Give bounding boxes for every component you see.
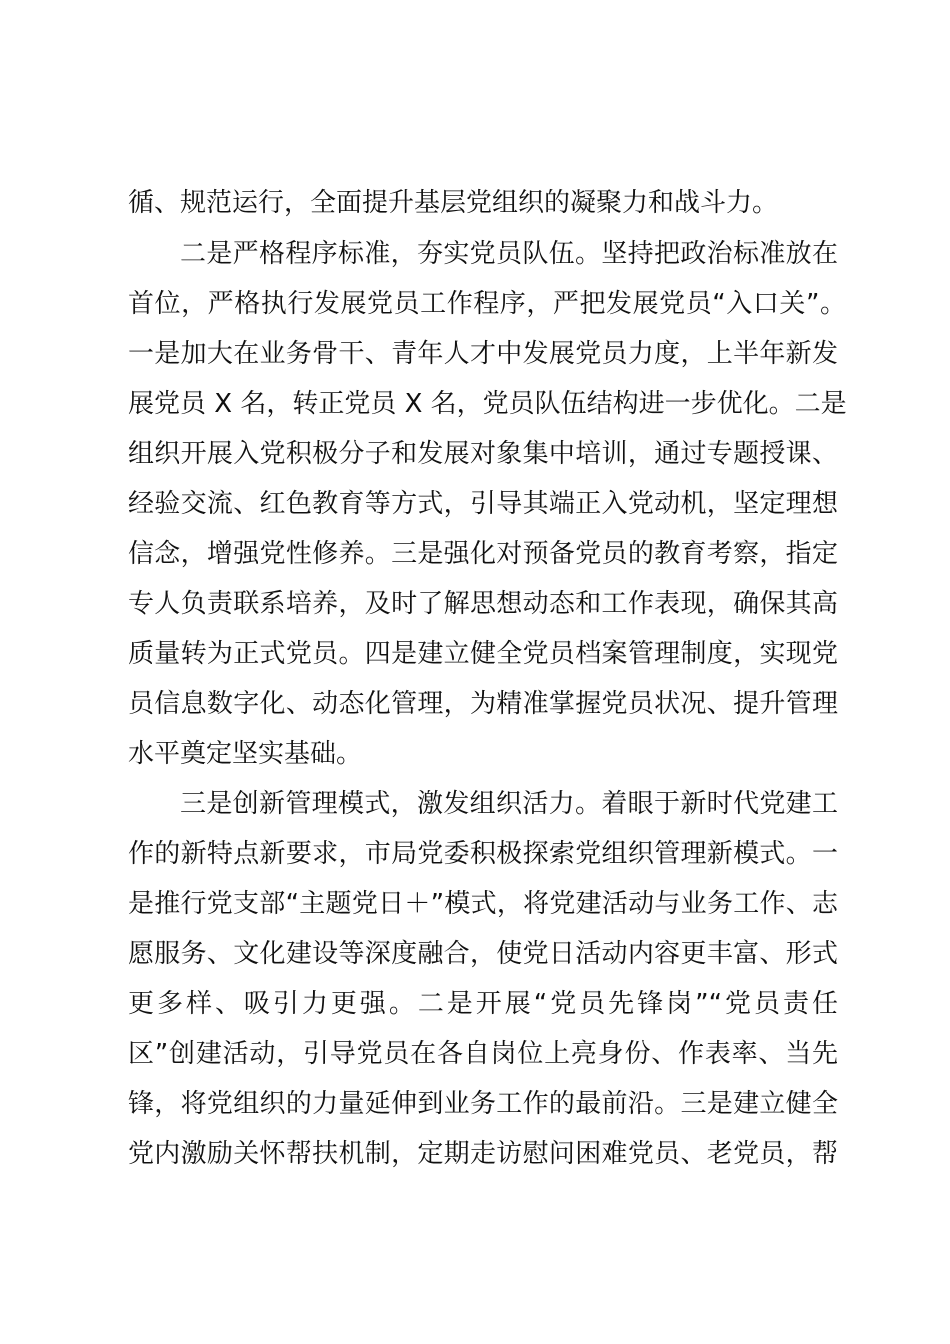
text-line: 组织开展入党积极分子和发展对象集中培训，通过专题授课、	[128, 439, 838, 469]
text-line: 专人负责联系培养，及时了解思想动态和工作表现，确保其高	[128, 589, 838, 619]
text-line: 二是严格程序标准，夯实党员队伍。坚持把政治标准放在	[180, 239, 838, 269]
text-line: 愿服务、文化建设等深度融合，使党日活动内容更丰富、形式	[128, 939, 838, 969]
text-line: 作的新特点新要求，市局党委积极探索党组织管理新模式。一	[128, 839, 838, 869]
text-line: 首位，严格执行发展党员工作程序，严把发展党员“入口关”。	[128, 289, 846, 319]
text-line: 一是加大在业务骨干、青年人才中发展党员力度，上半年新发	[128, 339, 838, 369]
text-line: 员信息数字化、动态化管理，为精准掌握党员状况、提升管理	[128, 689, 838, 719]
text-line: 三是创新管理模式，激发组织活力。着眼于新时代党建工	[180, 789, 838, 819]
text-line: 展党员 X 名，转正党员 X 名，党员队伍结构进一步优化。二是	[128, 389, 847, 419]
text-line: 水平奠定坚实基础。	[128, 739, 363, 769]
text-line: 信念，增强党性修养。三是强化对预备党员的教育考察，指定	[128, 539, 838, 569]
text-line: 是推行党支部“主题党日＋”模式，将党建活动与业务工作、志	[128, 889, 838, 919]
text-line: 区”创建活动，引导党员在各自岗位上亮身份、作表率、当先	[128, 1039, 838, 1069]
text-line: 党内激励关怀帮扶机制，定期走访慰问困难党员、老党员，帮	[128, 1139, 838, 1169]
text-line: 锋，将党组织的力量延伸到业务工作的最前沿。三是建立健全	[128, 1089, 838, 1119]
text-line: 经验交流、红色教育等方式，引导其端正入党动机，坚定理想	[128, 489, 838, 519]
text-line: 循、规范运行，全面提升基层党组织的凝聚力和战斗力。	[128, 188, 779, 218]
text-line: 质量转为正式党员。四是建立健全党员档案管理制度，实现党	[128, 639, 838, 669]
text-line: 更多样、吸引力更强。二是开展“党员先锋岗”“党员责任	[128, 989, 838, 1019]
